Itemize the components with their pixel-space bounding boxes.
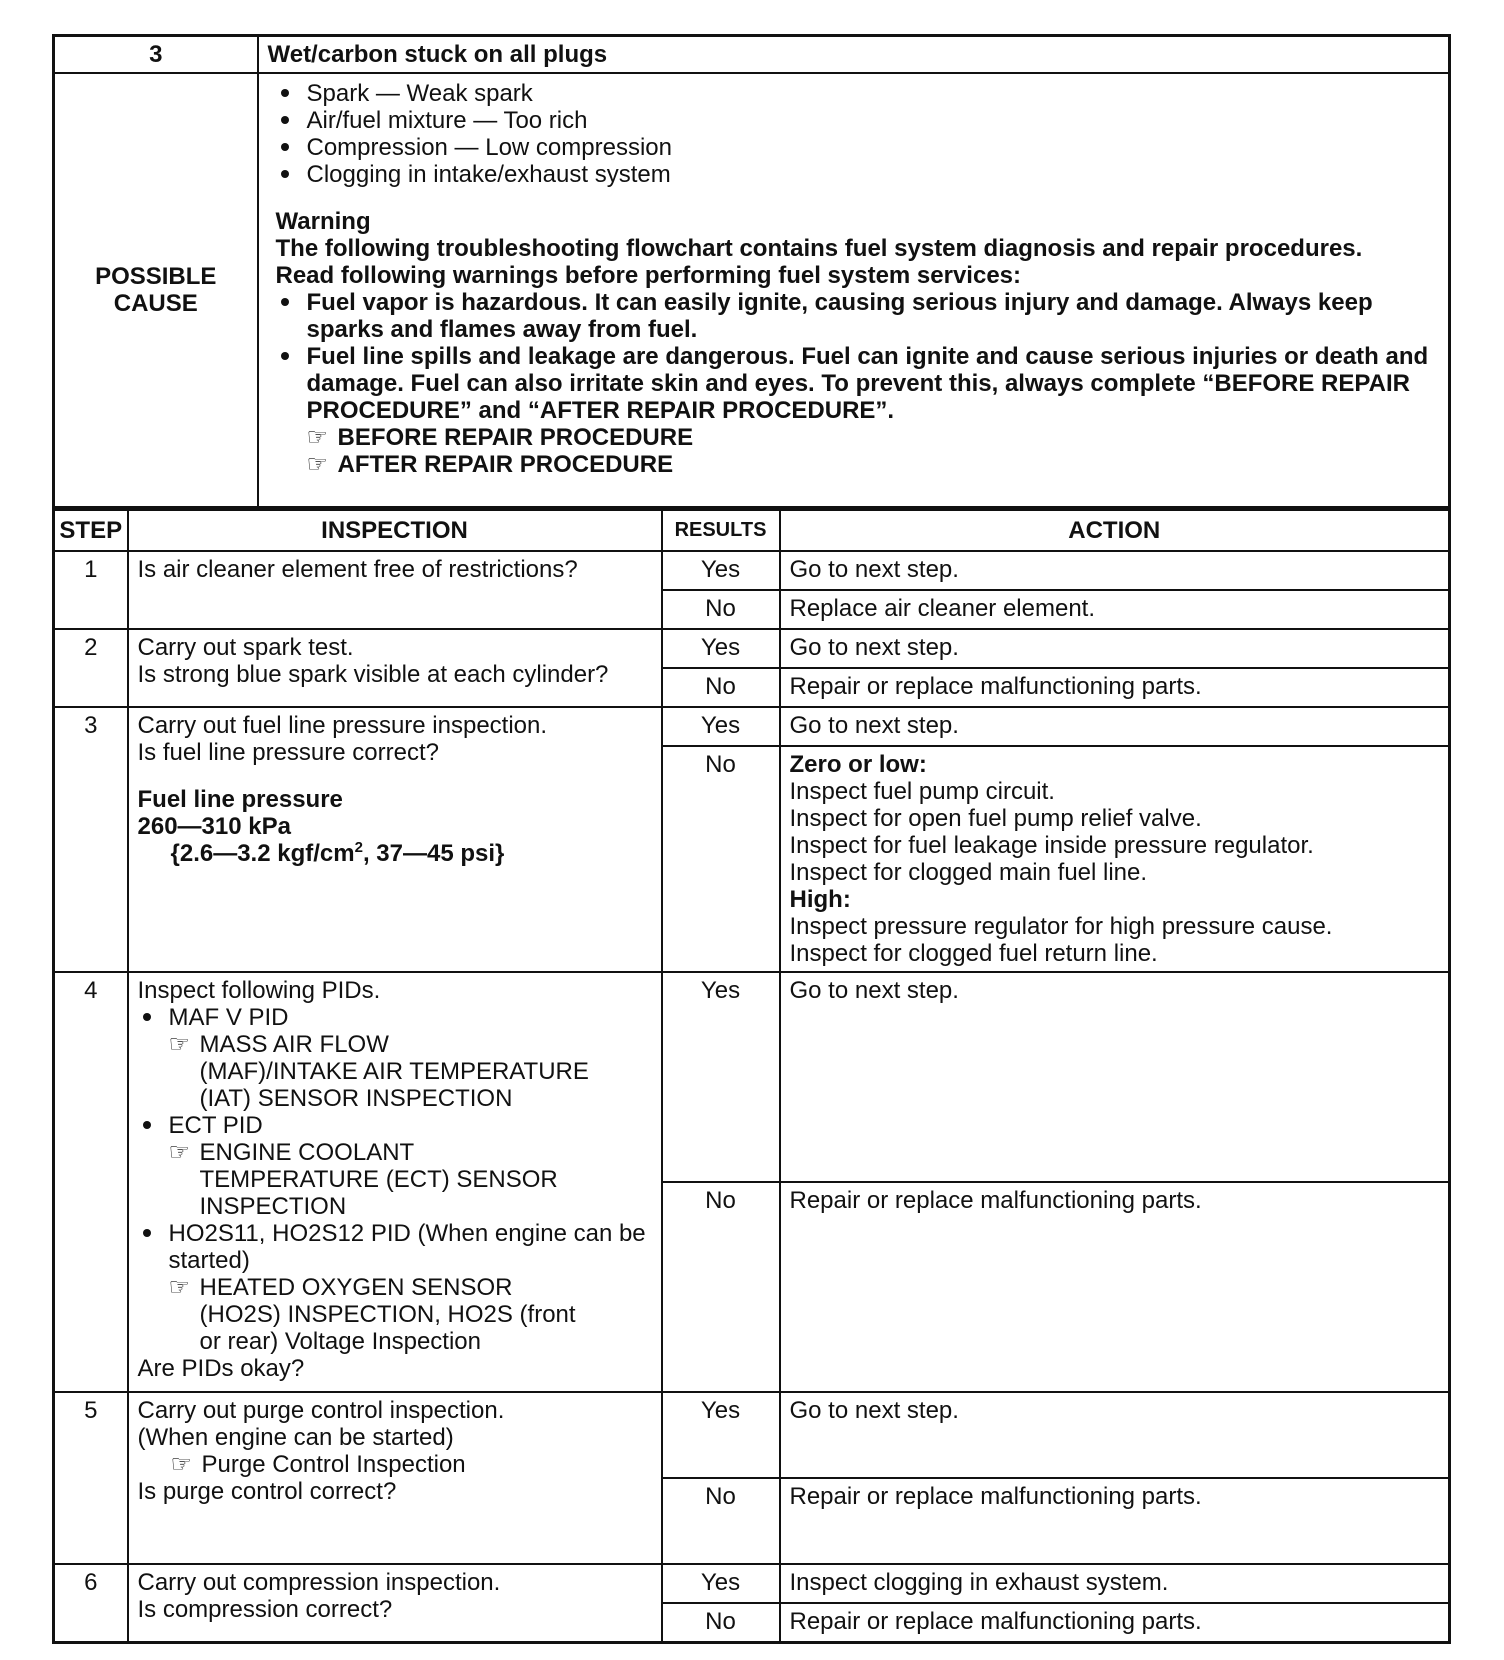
possible-cause-label-line2: CAUSE (113, 290, 198, 317)
action-no: Replace air cleaner element. (780, 590, 1450, 629)
result-no: No (662, 1603, 780, 1642)
step-number: 4 (54, 972, 128, 1392)
ref-line: HEATED OXYGEN SENSOR (199, 1274, 513, 1301)
action-yes: Go to next step. (780, 629, 1450, 668)
ref-line: ENGINE COOLANT (199, 1139, 415, 1166)
header-inspection: INSPECTION (128, 510, 662, 551)
result-yes: Yes (662, 972, 780, 1182)
action-line: Inspect for fuel leakage inside pressure regulator. (789, 832, 1314, 859)
inspection-line: (When engine can be started) (137, 1424, 454, 1451)
ref-after-repair-link[interactable] (307, 451, 1440, 478)
cause-item: Clogging in intake/exhaust system (276, 161, 1440, 188)
result-yes: Yes (662, 1564, 780, 1603)
action-no: Repair or replace malfunctioning parts. (780, 668, 1450, 707)
pointing-hand-icon: ☞ (168, 1274, 191, 1301)
action-yes: Go to next step. (780, 707, 1450, 746)
pid-item (138, 1220, 652, 1355)
pid-label: ECT PID (168, 1112, 263, 1139)
ref-line: INSPECTION (199, 1193, 347, 1220)
table-row (54, 707, 1450, 746)
cause-item: Compression — Low compression (276, 134, 1440, 161)
pid-item (138, 1004, 652, 1112)
spec-value: 260—310 kPa (137, 813, 291, 840)
pid-item (138, 1112, 652, 1220)
inspection-question: Is purge control correct? (137, 1478, 397, 1505)
ref-line: (IAT) SENSOR INSPECTION (199, 1085, 513, 1112)
ref-ect-link[interactable] (169, 1139, 652, 1220)
troubleshooting-sheet (52, 34, 1448, 1644)
step-inspection (128, 1564, 662, 1642)
result-no: No (662, 1182, 780, 1392)
pid-list (138, 1004, 652, 1355)
ref-line: MASS AIR FLOW (199, 1031, 389, 1058)
ref-label: BEFORE REPAIR PROCEDURE (337, 424, 694, 451)
pointing-hand-icon: ☞ (306, 424, 329, 451)
header-step: STEP (54, 510, 128, 551)
spec-title: Fuel line pressure (137, 786, 343, 813)
possible-cause-label-line1: POSSIBLE (95, 263, 217, 290)
inspection-line: Is compression correct? (137, 1596, 393, 1623)
table-row (54, 972, 1450, 1182)
ref-label: Purge Control Inspection (201, 1451, 466, 1478)
step-number: 2 (54, 629, 128, 707)
action-line: Inspect pressure regulator for high pressure cause. (789, 913, 1333, 940)
ref-line: (HO2S) INSPECTION, HO2S (front (199, 1301, 576, 1328)
pointing-hand-icon: ☞ (168, 1139, 191, 1166)
result-yes: Yes (662, 1392, 780, 1478)
cause-list (276, 80, 1440, 188)
ref-line: or rear) Voltage Inspection (199, 1328, 481, 1355)
possible-cause-content (258, 73, 1450, 508)
inspection-line: Carry out compression inspection. (137, 1569, 501, 1596)
action-yes: Go to next step. (780, 551, 1450, 590)
inspection-line: Is strong blue spark visible at each cylinder? (137, 661, 609, 688)
symptom-table (52, 34, 1451, 509)
action-line: Inspect fuel pump circuit. (789, 778, 1055, 805)
spacer (268, 188, 1440, 208)
symptom-title: Wet/carbon stuck on all plugs (258, 36, 1450, 74)
action-subtitle: High: (789, 886, 851, 913)
steps-table (52, 509, 1451, 1644)
ref-purge-control-link[interactable] (171, 1451, 652, 1478)
header-results: RESULTS (662, 510, 780, 551)
ref-maf-iat-link[interactable] (169, 1031, 652, 1112)
result-yes: Yes (662, 707, 780, 746)
inspection-question: Are PIDs okay? (137, 1355, 305, 1382)
warning-intro: The following troubleshooting flowchart contains fuel system diagnosis and repair procedures. (275, 235, 1363, 262)
step-number: 5 (54, 1392, 128, 1564)
result-no: No (662, 668, 780, 707)
ref-label: AFTER REPAIR PROCEDURE (337, 451, 674, 478)
result-yes: Yes (662, 629, 780, 668)
inspection-line: Carry out purge control inspection. (137, 1397, 505, 1424)
action-line: Inspect for open fuel pump relief valve. (789, 805, 1202, 832)
warning-item: Fuel vapor is hazardous. It can easily ignite, causing serious injury and damage. Always keep sparks and flames away from fuel. (276, 289, 1440, 343)
ref-before-repair-link[interactable] (307, 424, 1440, 451)
ref-line: TEMPERATURE (ECT) SENSOR (199, 1166, 558, 1193)
possible-cause-label (54, 73, 258, 508)
action-line: Inspect for clogged main fuel line. (789, 859, 1148, 886)
table-row (54, 1392, 1450, 1478)
inspection-line: Carry out spark test. (137, 634, 354, 661)
header-action: ACTION (780, 510, 1450, 551)
warning-list (276, 289, 1440, 424)
table-row (54, 551, 1450, 590)
step-number: 1 (54, 551, 128, 629)
pointing-hand-icon: ☞ (170, 1451, 193, 1478)
spacer (138, 766, 652, 786)
action-no: Repair or replace malfunctioning parts. (780, 1603, 1450, 1642)
pointing-hand-icon: ☞ (306, 451, 329, 478)
action-yes: Go to next step. (780, 972, 1450, 1182)
action-no (780, 746, 1450, 972)
action-subtitle: Zero or low: (789, 751, 927, 778)
inspection-line: Is fuel line pressure correct? (137, 739, 439, 766)
ref-line: (MAF)/INTAKE AIR TEMPERATURE (199, 1058, 589, 1085)
action-yes: Inspect clogging in exhaust system. (780, 1564, 1450, 1603)
ref-ho2s-link[interactable] (169, 1274, 652, 1355)
pointing-hand-icon: ☞ (168, 1031, 191, 1058)
table-row (54, 629, 1450, 668)
step-number: 6 (54, 1564, 128, 1642)
table-row (54, 1564, 1450, 1603)
repair-refs (276, 424, 1440, 478)
cause-item: Spark — Weak spark (276, 80, 1440, 107)
step-inspection: Is air cleaner element free of restrictions? (128, 551, 662, 629)
spec-alt-value: {2.6—3.2 kgf/$cm^2$, 37—45 psi} (170, 839, 505, 867)
warning-block (276, 208, 1440, 478)
step-inspection (128, 972, 662, 1392)
action-yes: Go to next step. (780, 1392, 1450, 1478)
pid-label: HO2S11, HO2S12 PID (When engine can be started) (168, 1220, 646, 1274)
inspection-line: Inspect following PIDs. (137, 977, 381, 1004)
result-no: No (662, 1478, 780, 1564)
symptom-number: 3 (54, 36, 258, 74)
result-no: No (662, 590, 780, 629)
action-line: Inspect for clogged fuel return line. (789, 940, 1158, 967)
action-no: Repair or replace malfunctioning parts. (780, 1478, 1450, 1564)
pid-label: MAF V PID (168, 1004, 289, 1031)
result-yes: Yes (662, 551, 780, 590)
warning-item: Fuel line spills and leakage are dangerous. Fuel can ignite and cause serious injuries or death and damage. Fuel can also irritate skin and eyes. To prevent this, always complete “BEFORE REPAIR PROCEDURE” and “AFTER REPAIR PROCEDURE”. (276, 343, 1440, 424)
cause-item: Air/fuel mixture — Too rich (276, 107, 1440, 134)
inspection-line: Carry out fuel line pressure inspection. (137, 712, 548, 739)
step-inspection (128, 629, 662, 707)
result-no: No (662, 746, 780, 972)
step-inspection (128, 707, 662, 972)
warning-title: Warning (275, 208, 371, 235)
warning-intro: Read following warnings before performing fuel system services: (275, 262, 1022, 289)
action-no: Repair or replace malfunctioning parts. (780, 1182, 1450, 1392)
step-inspection (128, 1392, 662, 1564)
step-number: 3 (54, 707, 128, 972)
header-row (54, 510, 1450, 551)
